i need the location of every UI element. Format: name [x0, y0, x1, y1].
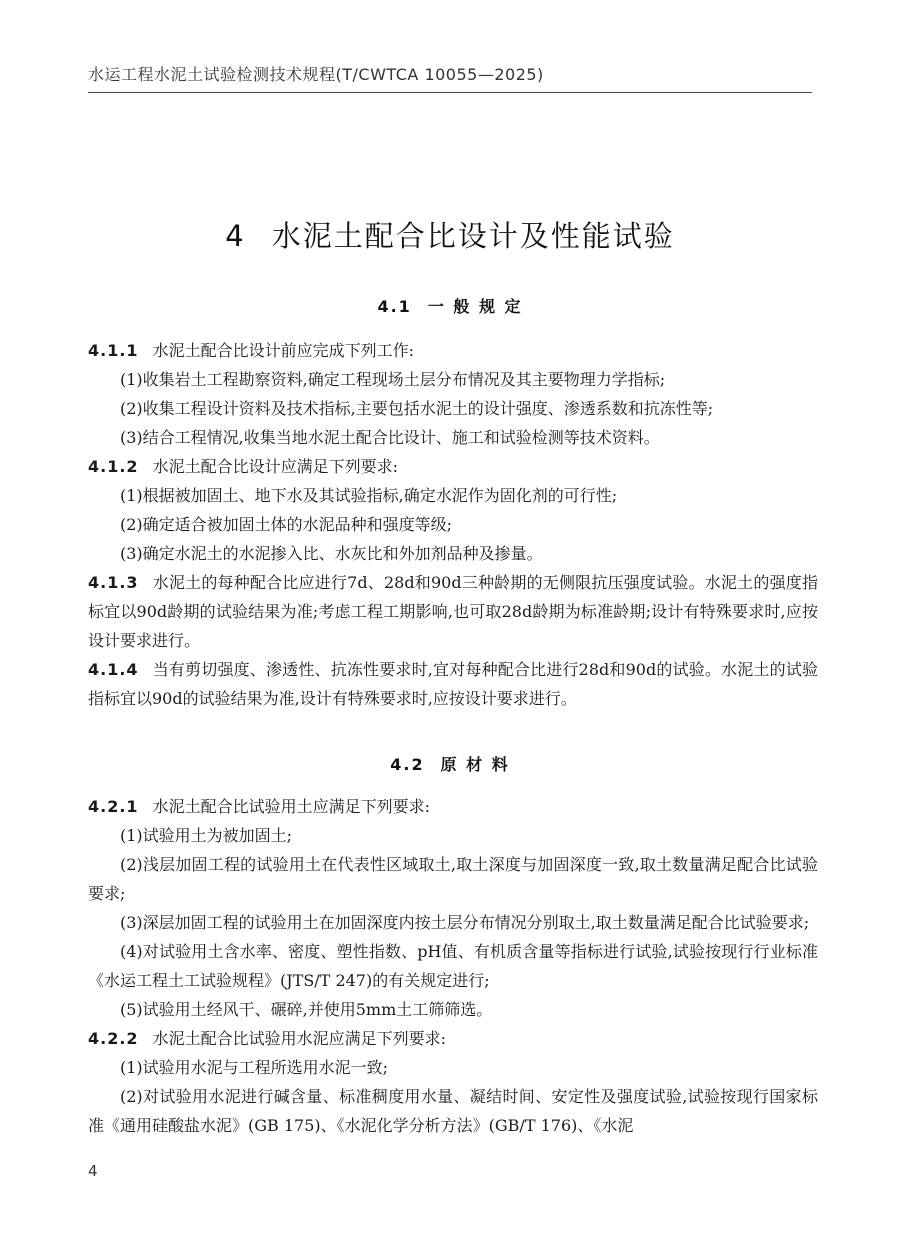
list-item: (1)试验用水泥与工程所选用水泥一致; [120, 1058, 389, 1077]
running-header: 水运工程水泥土试验检测技术规程(T/CWTCA 10055—2025) [88, 65, 544, 84]
clause-text: 水泥土配合比试验用土应满足下列要求: [152, 797, 430, 816]
list-item: (3)深层加固工程的试验用土在加固深度内按土层分布情况分别取土,取土数量满足配合比试验要求; [120, 913, 810, 932]
page-number: 4 [88, 1162, 98, 1180]
list-item: (1)试验用土为被加固土; [120, 826, 293, 845]
list-item: (2)浅层加固工程的试验用土在代表性区域取土,取土深度与加固深度一致,取土数量满足配合比试验要求; [88, 855, 818, 903]
clause-text: 水泥土的每种配合比应进行7d、28d和90d三种龄期的无侧限抗压强度试验。水泥土的强度指标宜以90d龄期的试验结果为准;考虑工程工期影响,也可取28d龄期为标准龄期;设计有特殊要求时,应按设计要求进行。 [88, 573, 818, 650]
clause-number: 4.1.2 [88, 457, 139, 476]
header-rule [88, 92, 812, 93]
clause-4-2-2 [88, 1024, 818, 1053]
clause-4-2-1 [88, 792, 818, 821]
chapter-number: 4 [225, 219, 246, 253]
clause-number: 4.2.2 [88, 1029, 139, 1048]
clause-number: 4.2.1 [88, 797, 139, 816]
clause-4-1-2 [88, 452, 818, 481]
clause-text: 当有剪切强度、渗透性、抗冻性要求时,宜对每种配合比进行28d和90d的试验。水泥土的试验指标宜以90d的试验结果为准,设计有特殊要求时,应按设计要求进行。 [88, 660, 818, 708]
section-heading-4-2 [0, 752, 900, 775]
section-4-2-body [88, 792, 818, 1140]
clause-text: 水泥土配合比设计前应完成下列工作: [152, 341, 414, 360]
section-heading-4-1 [0, 294, 900, 317]
section-4-1-body [88, 336, 818, 713]
clause-text: 水泥土配合比设计应满足下列要求: [152, 457, 398, 476]
list-item: (1)根据被加固土、地下水及其试验指标,确定水泥作为固化剂的可行性; [120, 486, 618, 505]
clause-number: 4.1.4 [88, 660, 139, 679]
clause-4-1-1 [88, 336, 818, 365]
list-item: (1)收集岩土工程勘察资料,确定工程现场土层分布情况及其主要物理力学指标; [120, 370, 666, 389]
clause-number: 4.1.3 [88, 573, 139, 592]
clause-4-1-4 [88, 655, 818, 713]
list-item: (2)对试验用水泥进行碱含量、标准稠度用水量、凝结时间、安定性及强度试验,试验按现行国家标准《通用硅酸盐水泥》(GB 175)、《水泥化学分析方法》(GB/T 176)、《水泥 [88, 1087, 818, 1135]
section-number: 4.2 [390, 755, 425, 774]
list-item: (2)确定适合被加固土体的水泥品种和强度等级; [120, 515, 453, 534]
clause-4-1-3 [88, 568, 818, 655]
clause-text: 水泥土配合比试验用水泥应满足下列要求: [152, 1029, 446, 1048]
list-item: (2)收集工程设计资料及技术指标,主要包括水泥土的设计强度、渗透系数和抗冻性等; [120, 399, 714, 418]
chapter-title [0, 214, 900, 255]
clause-number: 4.1.1 [88, 341, 139, 360]
section-number: 4.1 [377, 297, 412, 316]
section-title-text: 原 材 料 [440, 755, 510, 774]
list-item: (3)确定水泥土的水泥掺入比、水灰比和外加剂品种及掺量。 [120, 544, 543, 563]
chapter-title-text: 水泥土配合比设计及性能试验 [271, 219, 675, 253]
list-item: (5)试验用土经风干、碾碎,并使用5mm土工筛筛选。 [120, 1000, 493, 1019]
list-item: (3)结合工程情况,收集当地水泥土配合比设计、施工和试验检测等技术资料。 [120, 428, 660, 447]
section-title-text: 一 般 规 定 [427, 297, 523, 316]
list-item: (4)对试验用土含水率、密度、塑性指数、pH值、有机质含量等指标进行试验,试验按现行行业标准《水运工程土工试验规程》(JTS/T 247)的有关规定进行; [88, 942, 818, 990]
